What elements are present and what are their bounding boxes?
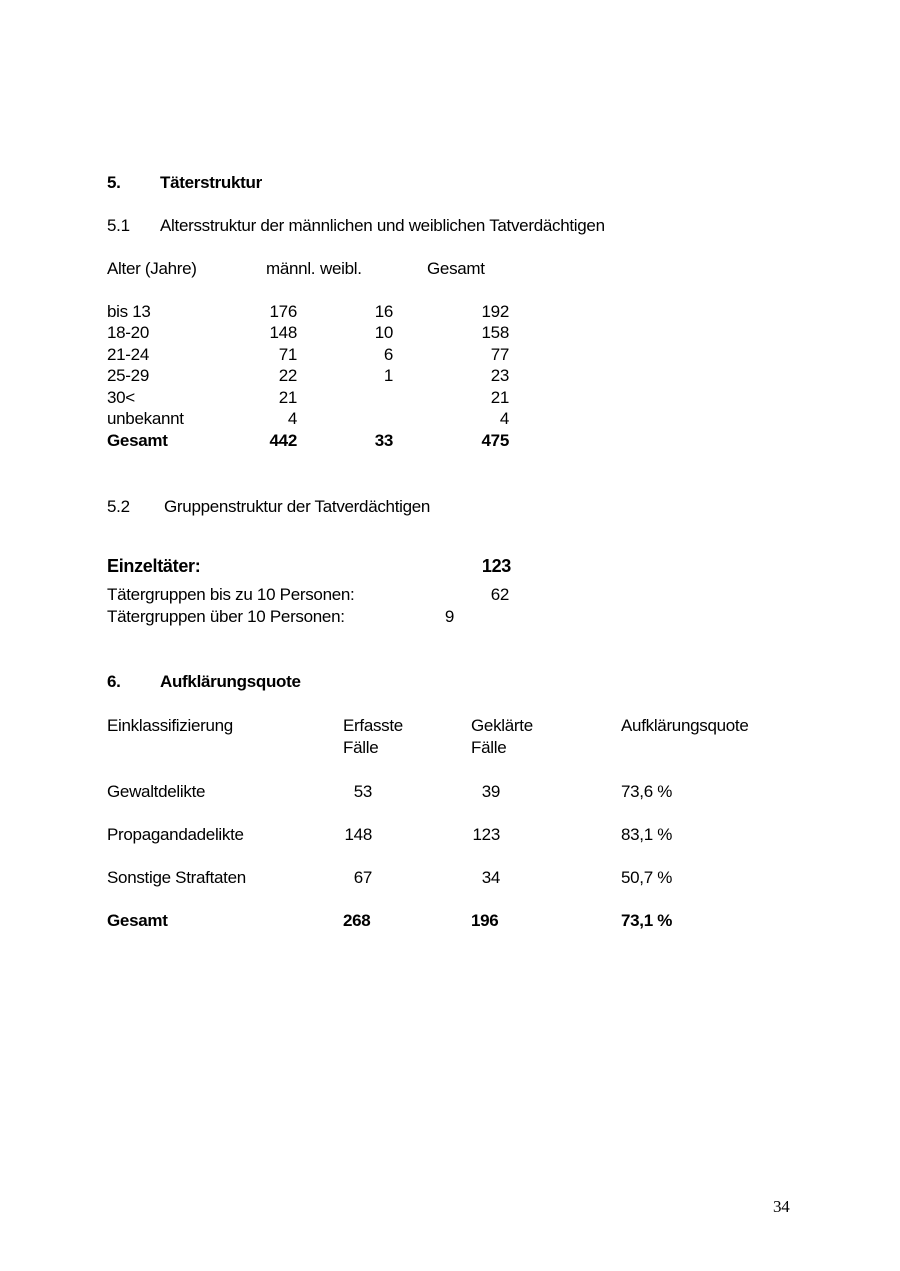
age-header: Alter (Jahre): [107, 259, 197, 278]
male-count: 21: [278, 388, 297, 407]
recorded-count: 148: [344, 825, 372, 844]
classification-label: Gewaltdelikte: [107, 782, 206, 801]
male-count: 4: [287, 409, 297, 428]
rate-value: 73,6 %: [621, 782, 673, 801]
recorded-count: 53: [353, 782, 372, 801]
recorded-header-line1: Erfasste: [343, 716, 403, 735]
male-count: 71: [278, 345, 297, 364]
female-count: 33: [374, 431, 393, 450]
male-count: 176: [269, 302, 297, 321]
single-offender-value: 123: [481, 556, 511, 576]
classification-label: Propagandadelikte: [107, 825, 244, 844]
age-label: 18-20: [107, 323, 149, 342]
female-count: 6: [383, 345, 393, 364]
page-number: 34: [773, 1197, 790, 1216]
total-count: 192: [481, 302, 509, 321]
section-5-number: 5.: [107, 173, 121, 192]
total-count: 158: [481, 323, 509, 342]
solved-count: 39: [481, 782, 500, 801]
large-group-value: 9: [444, 607, 454, 626]
age-label: bis 13: [107, 302, 151, 321]
total-count: 77: [490, 345, 509, 364]
recorded-count: 268: [343, 911, 371, 930]
solved-header-line2: Fälle: [471, 738, 507, 757]
age-label: Gesamt: [107, 431, 168, 450]
total-header: Gesamt: [427, 259, 485, 278]
small-group-label: Tätergruppen bis zu 10 Personen:: [107, 585, 355, 604]
section-6-title: Aufklärungsquote: [160, 672, 301, 691]
rate-value: 73,1 %: [621, 911, 673, 930]
male-count: 148: [269, 323, 297, 342]
rate-header: Aufklärungsquote: [621, 716, 749, 735]
total-count: 475: [481, 431, 509, 450]
total-count: 21: [490, 388, 509, 407]
female-count: 16: [374, 302, 393, 321]
solved-count: 196: [471, 911, 499, 930]
large-group-label: Tätergruppen über 10 Personen:: [107, 607, 345, 626]
age-label: unbekannt: [107, 409, 184, 428]
age-label: 25-29: [107, 366, 149, 385]
subsection-5-2-number: 5.2: [107, 497, 130, 516]
recorded-header-line2: Fälle: [343, 738, 379, 757]
solved-header-line1: Geklärte: [471, 716, 533, 735]
male-header: männl.: [266, 259, 316, 278]
age-label: 21-24: [107, 345, 149, 364]
solved-count: 123: [472, 825, 500, 844]
rate-value: 83,1 %: [621, 825, 673, 844]
female-count: 1: [383, 366, 393, 385]
classification-label: Gesamt: [107, 911, 168, 930]
male-count: 22: [278, 366, 297, 385]
subsection-5-1-title: Altersstruktur der männlichen und weiblichen Tatverdächtigen: [160, 216, 605, 235]
subsection-5-1-number: 5.1: [107, 216, 130, 235]
rate-value: 50,7 %: [621, 868, 673, 887]
single-offender-label: Einzeltäter:: [107, 556, 201, 576]
female-header: weibl.: [320, 259, 362, 278]
total-count: 23: [490, 366, 509, 385]
classification-header: Einklassifizierung: [107, 716, 233, 735]
male-count: 442: [269, 431, 297, 450]
subsection-5-2-title: Gruppenstruktur der Tatverdächtigen: [164, 497, 431, 516]
recorded-count: 67: [353, 868, 372, 887]
age-label: 30<: [107, 388, 135, 407]
female-count: 10: [374, 323, 393, 342]
classification-label: Sonstige Straftaten: [107, 868, 246, 887]
section-5-title: Täterstruktur: [160, 173, 262, 192]
small-group-value: 62: [490, 585, 509, 604]
section-6-number: 6.: [107, 672, 121, 691]
solved-count: 34: [481, 868, 500, 887]
total-count: 4: [499, 409, 509, 428]
